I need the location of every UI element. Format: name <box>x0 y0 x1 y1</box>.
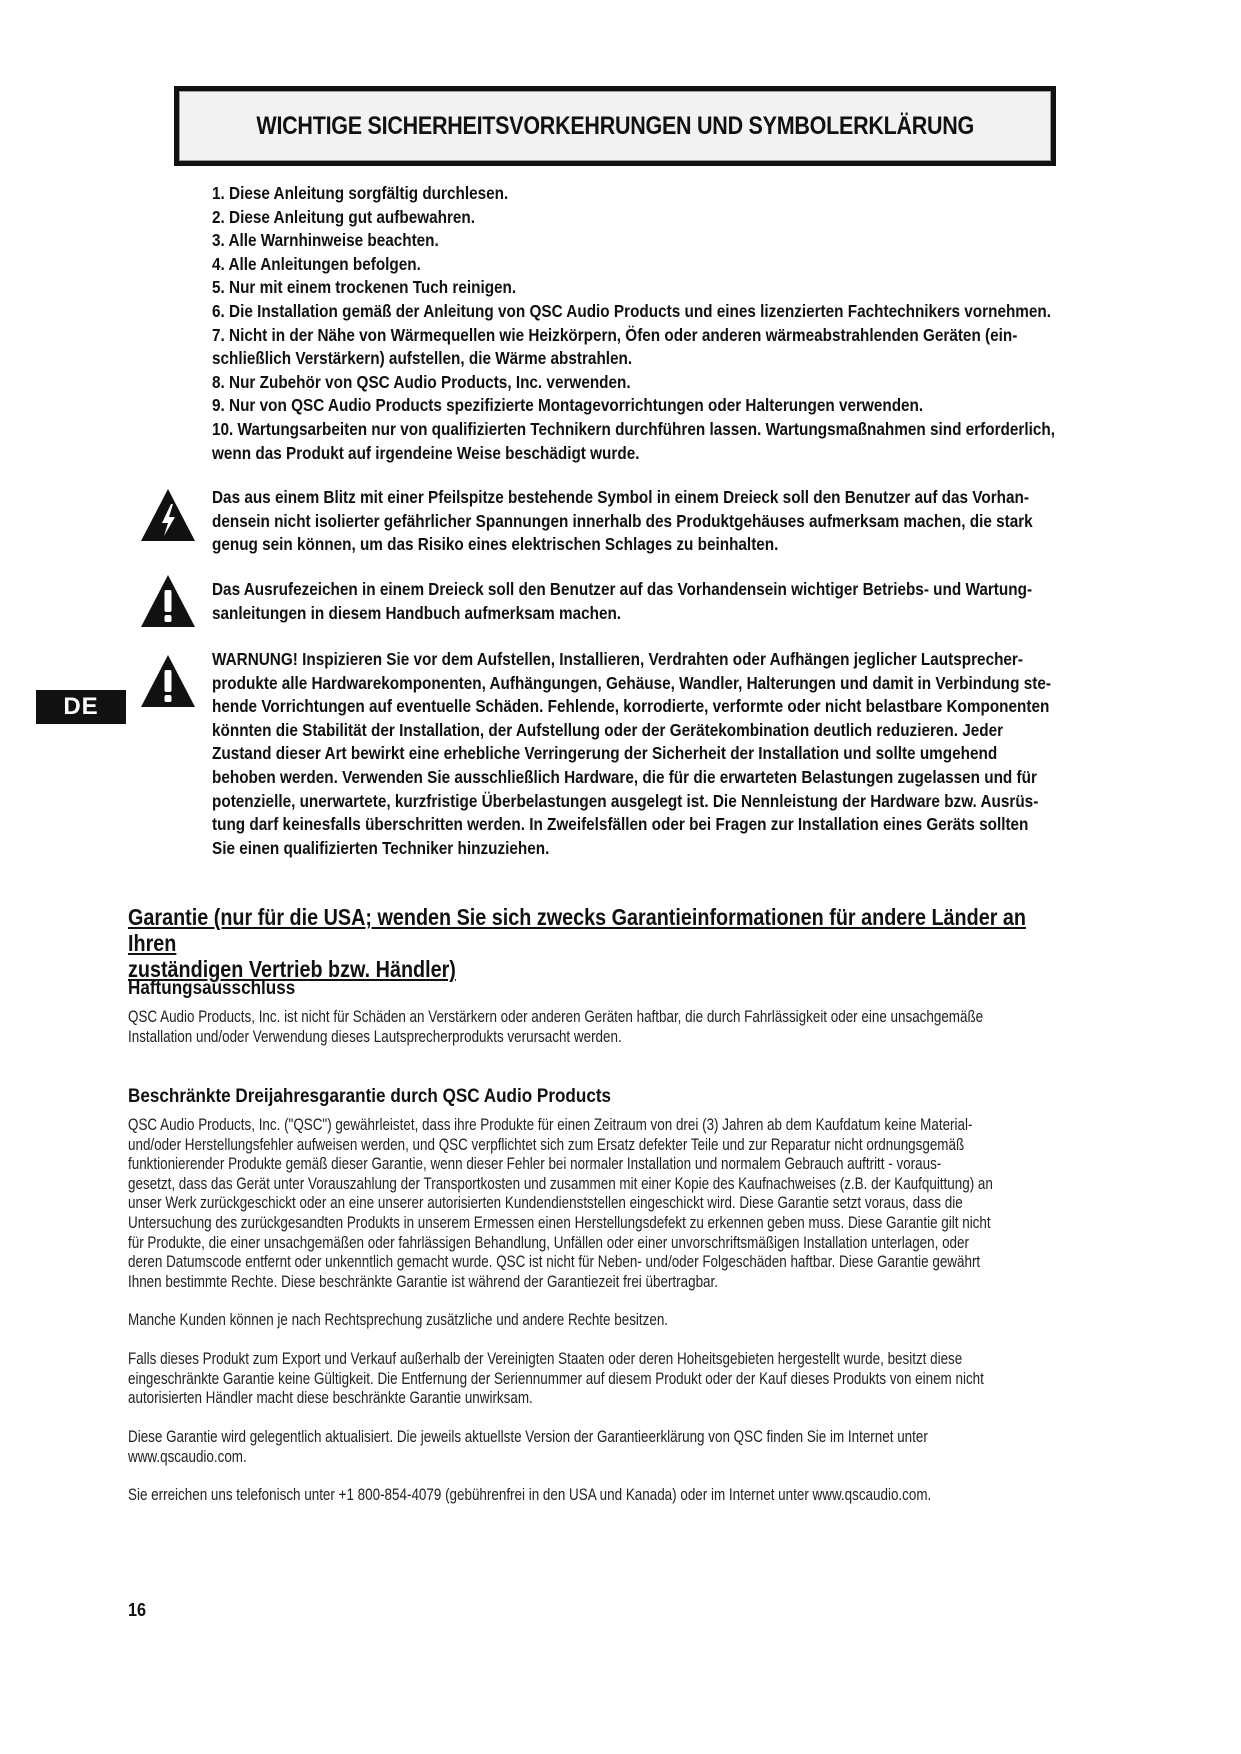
title-box <box>174 86 1056 166</box>
rule-line: 9. Nur von QSC Audio Products spezifizierte Montagevorrichtungen oder Halterungen verwenden. <box>212 395 924 416</box>
page-number: 16 <box>128 1600 147 1620</box>
rule-line: 3. Alle Warnhinweise beachten. <box>212 230 439 251</box>
rule-line: 10. Wartungsarbeiten nur von qualifizierten Technikern durchführen lassen. Wartungsmaßnahmen sind erforderlich, <box>212 418 1055 439</box>
limited-warranty-text: QSC Audio Products, Inc. ("QSC") gewährleistet, dass ihre Produkte für einen Zeitraum von drei (3) Jahren ab dem Kaufdatum keine Material- und/oder Herstellungsfehler aufweisen werden, und QSC verpflichtet sich zum Ersatz defekter Teile und zur Reparatur nicht ordnungsgemäß funktionierender Produkte gemäß dieser Garantie, wenn dieser Fehler bei normaler Installation und normalem Gebrauch auftritt - voraus- gesetzt, dass das Gerät unter Vorauszahlung der Transportkosten und zusammen mit einer Kopie des Kaufnachweises (z.B. der Kaufquittung) an unser Werk zurückgeschickt oder an eine unserer autorisierten Kundendienststellen eingeschickt wird. Diese Garantie setzt voraus, dass die Untersuchung des zurückgesandten Produkts in unserem Ermessen einen Herstellungsdefekt zu erkennen geben muss. Diese Garantie gilt nicht für Produkte, die einer unsachgemäßen oder fahrlässigen Behandlung, Unfällen oder einer unvorschriftsmäßigen Installation unterlagen, oder deren Datumscode entfernt oder unkenntlich gemacht wurde. QSC ist nicht für Neben- und/oder Folgeschäden haftbar. Diese Garantie gewährt Ihnen bestimmte Rechte. Diese beschränkte Garantie ist während der Garantiezeit frei übertragbar. <box>128 1116 993 1291</box>
exclamation-symbol-text: Das Ausrufezeichen in einem Dreieck soll den Benutzer auf das Vorhandensein wichtiger Betriebs- und Wartung- sanleitungen in diesem Handbuch aufmerksam machen. <box>212 579 1033 623</box>
rule-line: 2. Diese Anleitung gut aufbewahren. <box>212 206 476 227</box>
disclaimer-heading: Haftungsausschluss <box>128 978 296 999</box>
warranty-title: Garantie (nur für die USA; wenden Sie sich zwecks Garantieinformationen für andere Länder an Ihren zuständigen Vertrieb bzw. Händler) <box>128 904 1027 982</box>
exclamation-warning-icon <box>138 652 198 710</box>
update-text: Diese Garantie wird gelegentlich aktualisiert. Die jeweils aktuellste Version der Garantieerklärung von QSC finden Sie im Internet unter www.qscaudio.com. <box>128 1428 928 1466</box>
language-tab: DE <box>36 690 126 724</box>
safety-rules-list <box>212 182 1142 465</box>
rule-line: 5. Nur mit einem trockenen Tuch reinigen. <box>212 277 517 298</box>
rule-line: 8. Nur Zubehör von QSC Audio Products, Inc. verwenden. <box>212 371 631 392</box>
rule-line: 7. Nicht in der Nähe von Wärmequellen wie Heizkörpern, Öfen oder anderen wärmeabstrahlenden Geräten (ein- <box>212 324 1018 345</box>
rule-line: 6. Die Installation gemäß der Anleitung von QSC Audio Products und eines lizenzierten Fachtechnikers vornehmen. <box>212 300 1052 321</box>
exclamation-warning-icon <box>138 572 198 630</box>
page-title: WICHTIGE SICHERHEITSVORKEHRUNGEN UND SYMBOLERKLÄRUNG <box>256 111 974 140</box>
export-text: Falls dieses Produkt zum Export und Verkauf außerhalb der Vereinigten Staaten oder deren Hoheitsgebieten hergestellt wurde, besitzt diese eingeschränkte Garantie keine Gültigkeit. Die Entfernung der Seriennummer auf diesem Produkt oder der Kauf dieses Produkts von einem nicht autorisierten Händler macht diese beschränkte Garantie unwirksam. <box>128 1350 984 1408</box>
limited-warranty-heading: Beschränkte Dreijahresgarantie durch QSC Audio Products <box>128 1086 612 1107</box>
lightning-symbol-text: Das aus einem Blitz mit einer Pfeilspitze bestehende Symbol in einem Dreieck soll den Benutzer auf das Vorhan- densein nicht isolierter gefährlicher Spannungen innerhalb des Produktgehäuses aufmerksam machen, die stark genug sein können, um das Risiko eines elektrischen Schlages zu beinhalten. <box>212 487 1033 555</box>
rule-line: 4. Alle Anleitungen befolgen. <box>212 253 421 274</box>
lightning-warning-icon <box>138 486 198 544</box>
warning-text: WARNUNG! Inspizieren Sie vor dem Aufstellen, Installieren, Verdrahten oder Aufhängen jeglicher Lautsprecher- produkte alle Hardwarekomponenten, Aufhängungen, Gehäuse, Wandler, Halterungen und damit in Verbindung ste- hende Vorrichtungen auf eventuelle Schäden. Fehlende, korrodierte, verformte oder nicht belastbare Komponenten könnten die Stabilität der Installation, der Aufstellung oder der Gerätekombination deutlich reduzieren. Jeder Zustand dieser Art bewirkt eine erhebliche Verringerung der Sicherheit der Installation und sollte umgehend behoben werden. Verwenden Sie ausschließlich Hardware, die für die erwarteten Belastungen zugelassen und für potenzielle, unerwartete, kurzfristige Überbelastungen ausgelegt ist. Die Nennleistung der Hardware bzw. Ausrüs- tung darf keinesfalls überschritten werden. In Zweifelsfällen oder bei Fragen zur Installation eines Geräts sollten Sie einen qualifizierten Techniker hinzuziehen. <box>212 649 1051 858</box>
rule-line: schließlich Verstärkern) aufstellen, die Wärme abstrahlen. <box>212 348 633 369</box>
rule-line: 1. Diese Anleitung sorgfältig durchlesen. <box>212 183 509 203</box>
disclaimer-text: QSC Audio Products, Inc. ist nicht für Schäden an Verstärkern oder anderen Geräten haftbar, die durch Fahrlässigkeit oder eine unsachgemäße Installation und/oder Verwendung dieses Lautsprecherprodukts verursacht werden. <box>128 1008 984 1046</box>
contact-text: Sie erreichen uns telefonisch unter +1 800-854-4079 (gebührenfrei in den USA und Kanada) oder im Internet unter www.qscaudio.com. <box>128 1486 932 1504</box>
rule-line: wenn das Produkt auf irgendeine Weise beschädigt wurde. <box>212 442 640 463</box>
rights-text: Manche Kunden können je nach Rechtsprechung zusätzliche und andere Rechte besitzen. <box>128 1311 669 1329</box>
